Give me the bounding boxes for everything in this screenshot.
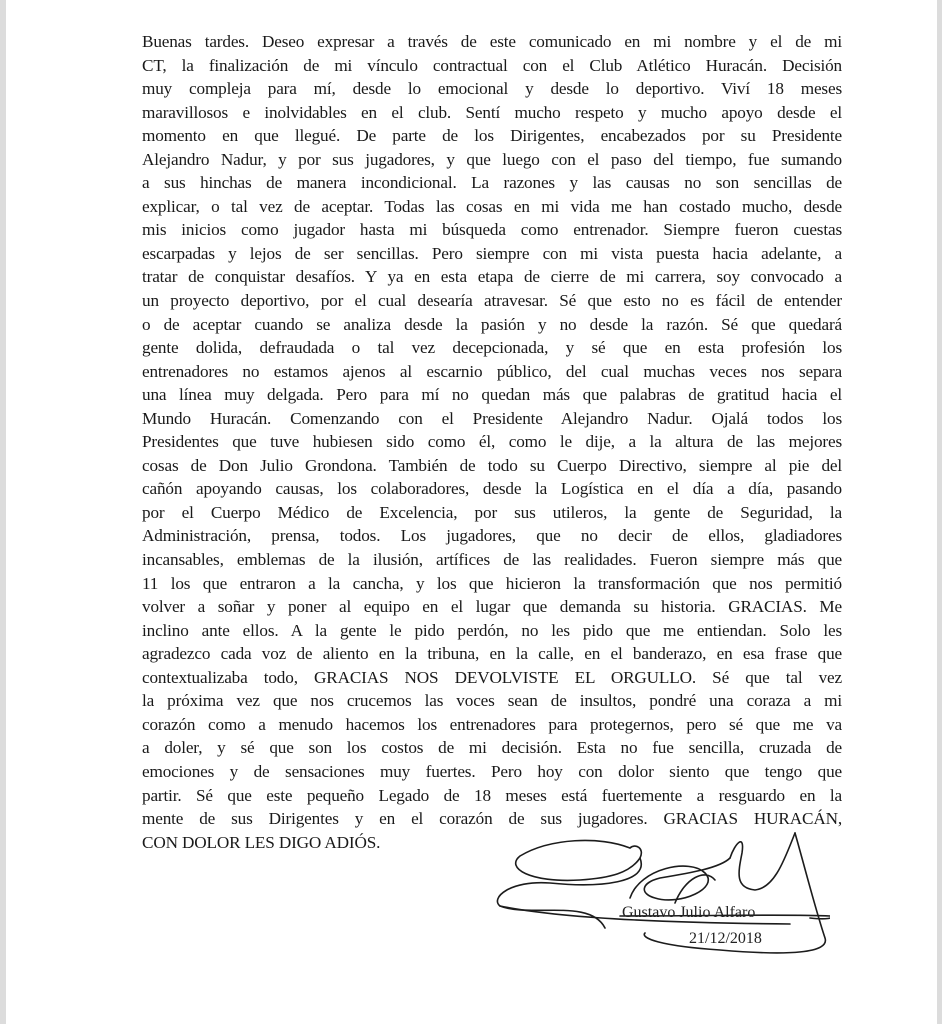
text-line: inclino ante ellos. A la gente le pido perdón, no les pido que me entiendan. Solo les	[142, 620, 842, 640]
text-line: escarpadas y lejos de ser sencillas. Pero siempre con mi vista puesta hacia adelante, a	[142, 243, 842, 263]
text-line: cosas de Don Julio Grondona. También de todo su Cuerpo Directivo, siempre al pie del	[142, 455, 842, 475]
text-line: un proyecto deportivo, por el cual desearía atravesar. Sé que esto no es fácil de entender	[142, 291, 842, 311]
text-line: emociones y de sensaciones muy fuertes. Pero hoy con dolor siento que tengo que	[142, 761, 842, 781]
text-line: entrenadores no estamos ajenos al escarnio público, del cual muchas veces nos separa	[142, 361, 842, 381]
text-line: CT, la finalización de mi vínculo contractual con el Club Atlético Huracán. Decisión	[142, 55, 842, 75]
text-line: a doler, y sé que son los costos de mi decisión. Esta no fue sencilla, cruzada de	[142, 738, 842, 758]
text-line: volver a soñar y poner al equipo en el lugar que demanda su historia. GRACIAS. Me	[142, 597, 842, 617]
text-line: una línea muy delgada. Pero para mí no quedan más que palabras de gratitud hacia el	[142, 385, 842, 405]
page-edge-right	[937, 0, 942, 1024]
signatory-name: Gustavo Julio Alfaro	[622, 904, 756, 921]
handwritten-signature-icon	[490, 828, 830, 958]
text-line: tratar de conquistar desafíos. Y ya en esta etapa de cierre de mi carrera, soy convocado a	[142, 267, 842, 287]
text-line: cañón apoyando causas, los colaboradores, desde la Logística en el día a día, pasando	[142, 479, 842, 499]
text-line: a sus hinchas de manera incondicional. La razones y las causas no son sencillas de	[142, 173, 842, 193]
text-line: contextualizaba todo, GRACIAS NOS DEVOLVISTE EL ORGULLO. Sé que tal vez	[142, 667, 842, 687]
text-line: explicar, o tal vez de aceptar. Todas las cosas en mi vida me han costado mucho, desde	[142, 196, 842, 216]
text-line: partir. Sé que este pequeño Legado de 18 meses está fuertemente a resguardo en la	[142, 785, 842, 805]
text-line: mis inicios como jugador hasta mi búsqueda como entrenador. Siempre fueron cuestas	[142, 220, 842, 240]
text-line: la próxima vez que nos crucemos las voces sean de insultos, pondré una coraza a mi	[142, 691, 842, 711]
text-line: 11 los que entraron a la cancha, y los que hicieron la transformación que nos permitió	[142, 573, 842, 593]
text-line: Presidentes que tuve hubiesen sido como él, como le dije, a la altura de las mejores	[142, 432, 842, 452]
text-line: Mundo Huracán. Comenzando con el Presidente Alejandro Nadur. Ojalá todos los	[142, 408, 842, 428]
text-line: CON DOLOR LES DIGO ADIÓS.	[142, 832, 381, 852]
text-line: corazón como a menudo hacemos los entrenadores para protegernos, pero sé que me va	[142, 714, 842, 734]
signature-date: 21/12/2018	[689, 930, 762, 947]
text-line: agradezco cada voz de aliento en la tribuna, en la calle, en el banderazo, en esa frase que	[142, 644, 842, 664]
text-line: maravillosos e inolvidables en el club. Sentí mucho respeto y mucho apoyo desde el	[142, 102, 842, 122]
text-line: gente dolida, defraudada o tal vez decepcionada, y sé que en esta profesión los	[142, 338, 842, 358]
text-line: Buenas tardes. Deseo expresar a través de este comunicado en mi nombre y el de mi	[142, 32, 842, 51]
page-edge-left	[0, 0, 6, 1024]
letter-body	[142, 30, 842, 854]
text-line: mente de sus Dirigentes y en el corazón de sus jugadores. GRACIAS HURACÁN,	[142, 809, 842, 829]
text-line: o de aceptar cuando se analiza desde la pasión y no desde la razón. Sé que quedará	[142, 314, 842, 334]
text-line: momento en que llegué. De parte de los Dirigentes, encabezados por su Presidente	[142, 126, 842, 146]
text-line: muy compleja para mí, desde lo emocional y desde lo deportivo. Viví 18 meses	[142, 79, 842, 99]
text-line: incansables, emblemas de la ilusión, artífices de las realidades. Fueron siempre más que	[142, 550, 842, 570]
text-line: por el Cuerpo Médico de Excelencia, por sus utileros, la gente de Seguridad, la	[142, 502, 842, 522]
text-line: Administración, prensa, todos. Los jugadores, que no decir de ellos, gladiadores	[142, 526, 842, 546]
text-line: Alejandro Nadur, y por sus jugadores, y que luego con el paso del tiempo, fue sumando	[142, 149, 842, 169]
